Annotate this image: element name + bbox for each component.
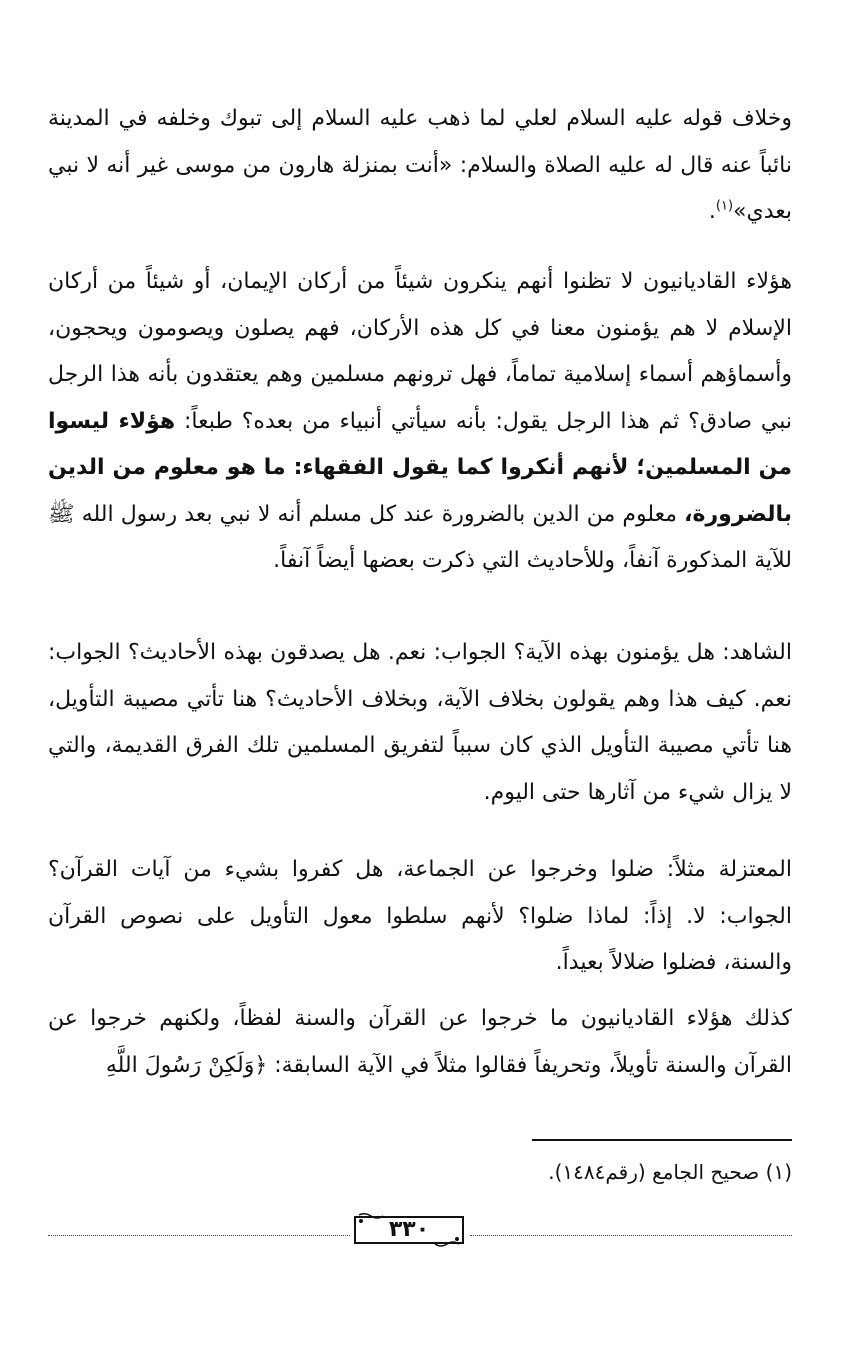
paragraph-3: الشاهد: هل يؤمنون بهذه الآية؟ الجواب: نعم. هل يصدقون بهذه الأحاديث؟ الجواب: نعم. كيف هذا وهم يقولون بخلاف الآية، وبخلاف الأحاديث؟ هنا تأتي مصيبة التأويل، هنا تأتي مصيبة التأويل الذي كان سبباً لتفريق المسلمين تلك الفرق القديمة، والتي لا يزال شيء من آثارها حتى اليوم. [48,640,792,805]
footnote: (١) صحيح الجامع (رقم١٤٨٤). [548,1160,792,1184]
page-number: ٣٣٠ [388,1217,430,1242]
paragraph-1-end: . [708,199,716,224]
paragraph-1 [48,96,792,236]
paragraph-2-bold-text: هؤلاء ليسوا من المسلمين؛ لأنهم أنكروا كما يقول الفقهاء: ما هو معلوم من الدين بالضرورة، [48,408,793,527]
footer-dotted-line-right [470,1235,792,1236]
paragraph-1-text: وخلاف قوله عليه السلام لعلي لما ذهب عليه السلام إلى تبوك وخلفه في المدينة نائباً عنه قال له عليه الصلاة والسلام: «أنت بمنزلة هارون من موسى غير أنه لا نبي بعدي» [48,106,792,224]
page-number-frame [351,1213,467,1247]
footnote-reference: (١) [715,198,734,214]
paragraph-2-text-b: معلوم من الدين بالضرورة عند كل مسلم أنه لا نبي بعد رسول الله ﷺ للآية المذكورة آنفاً، وللأحاديث التي ذكرت بعضها أيضاً آنفاً. [48,501,792,573]
footnote-divider [532,1139,792,1141]
footer-dotted-line-left [48,1235,350,1236]
paragraph-2 [48,259,792,585]
paragraph-5: كذلك هؤلاء القاديانيون ما خرجوا عن القرآن والسنة لفظاً، ولكنهم خرجوا عن القرآن والسنة تأويلاً، وتحريفاً فقالوا مثلاً في الآية السابقة: ﴿وَلَكِنْ رَسُولَ اللَّهِ [48,1006,792,1078]
paragraph-4: المعتزلة مثلاً: ضلوا وخرجوا عن الجماعة، هل كفروا بشيء من آيات القرآن؟ الجواب: لا. إذاً: لماذا ضلوا؟ لأنهم سلطوا معول التأويل على نصوص القرآن والسنة، فضلوا ضلالاً بعيداً. [48,857,792,975]
paragraph-2-text-a: هؤلاء القاديانيون لا تظنوا أنهم ينكرون شيئاً من أركان الإيمان، أو شيئاً من أركان الإسلام لا هم يؤمنون معنا في كل هذه الأركان، فهم يصلون ويصومون ويحجون، وأسماؤهم أسماء إسلامية تماماً، فهل ترونهم مسلمين وهم يعتقدون بأنه هذا الرجل نبي صادق؟ ثم هذا الرجل يقول: بأنه سيأتي أنبياء من بعده؟ طبعاً: [48,269,793,434]
